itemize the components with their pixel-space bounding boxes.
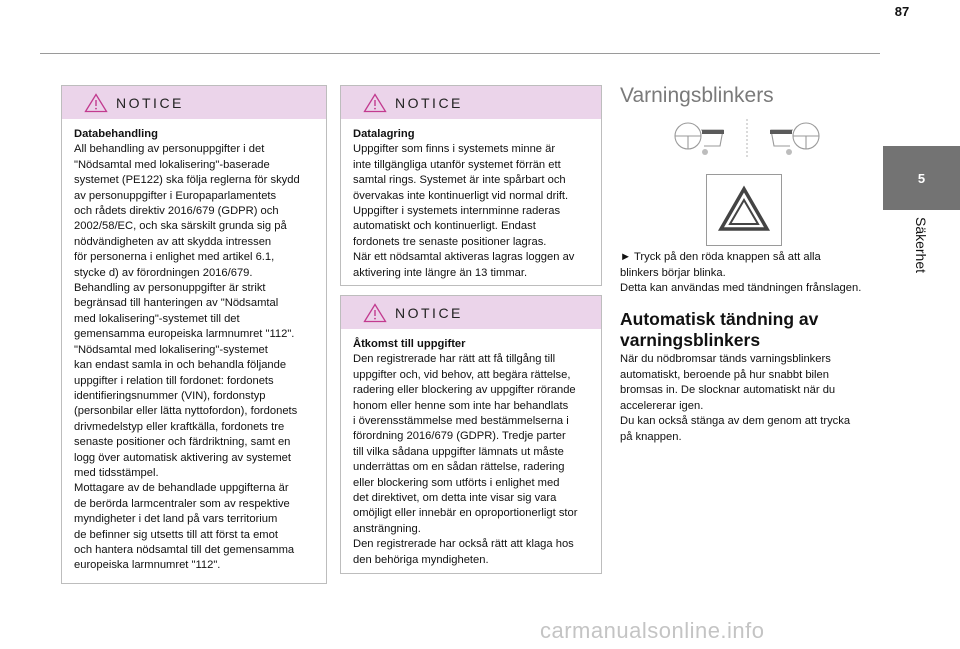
subheading-line: Automatisk tändning av (620, 309, 819, 329)
text-line: förordning 2016/679 (GDPR). Tredje parter (353, 430, 566, 443)
text-line: senaste positioner och färdriktning, samt en (74, 436, 291, 449)
text-line: till vilka sådana uppgifter lämnats ut måste (353, 445, 564, 458)
notice-header (341, 86, 601, 119)
text-line: kan endast samla in och behandla följande (74, 359, 287, 372)
text-line: med tidsstämpel. (74, 466, 159, 479)
text-line: "Nödsamtal med lokalisering"-baserade (74, 158, 270, 171)
text-line: myndigheter i det land på vars territorium (74, 513, 278, 526)
text-line: bromsas in. De slocknar automatiskt när du (620, 384, 836, 397)
text-line: Uppgifter som finns i systemets minne är (353, 143, 556, 156)
notice-data-processing (61, 85, 327, 584)
header-rule (40, 53, 880, 54)
text-line: ► Tryck på den röda knappen så att alla (620, 251, 821, 263)
text-line: Den registrerade har rätt att få tillgång till (353, 353, 556, 366)
section-body (620, 250, 880, 297)
hazard-warning-icon (707, 175, 781, 245)
text-line: radering eller blockering av uppgifter rörande (353, 384, 576, 397)
text-line: det direktivet, om detta inte visar sig vara (353, 492, 557, 505)
text-line: Behandling av personuppgifter är strikt (74, 282, 266, 295)
text-line: europeiska larmnumret "112". (74, 559, 221, 572)
text-line: fordonets tre senaste positioner lagras. (353, 235, 547, 248)
notice-body (341, 119, 601, 281)
text-line: Uppgifter i systemets internminne raderas (353, 205, 561, 218)
notice-title: NOTICE (395, 304, 463, 321)
text-line: "Nödsamtal med lokalisering"-systemet (74, 343, 268, 356)
notice-body (62, 119, 326, 574)
text-line: och rådets direktiv 2016/679 (GDPR) och (74, 205, 279, 218)
text-line: 2002/58/EC, och ska särskilt grunda sig på (74, 220, 287, 233)
warning-triangle-icon (363, 93, 387, 113)
text-line: samtal rings. Systemet är inte spårbart och (353, 174, 566, 187)
text-line: omöjligt eller innebär en oproportionerligt stor (353, 507, 578, 520)
notice-heading: Databehandling (74, 128, 158, 140)
text-line: logg över automatisk aktivering av systemet (74, 451, 292, 464)
text-line: blinkers börjar blinka. (620, 266, 726, 279)
text-line: stycke d) av förordningen 2016/679. (74, 266, 253, 279)
chapter-number: 5 (917, 170, 926, 186)
text-line: på knappen. (620, 430, 682, 443)
text-line: ansträngning. (353, 522, 421, 535)
text-line: underrättas om en sådan rättelse, radering (353, 461, 565, 474)
dashboard-location-illustration (668, 116, 826, 162)
notice-heading: Åtkomst till uppgifter (353, 338, 466, 350)
text-line: accelererar igen. (620, 399, 704, 412)
text-line: uppgifter i relation till fordonet: fordonets (74, 374, 274, 387)
text-line: Detta kan användas med tändningen frånslagen. (620, 282, 862, 295)
page-number: 87 (894, 4, 910, 19)
text-line: Du kan också stänga av dem genom att trycka (620, 415, 851, 428)
notice-heading: Datalagring (353, 128, 415, 140)
text-line: nödvändigheten av att skydda intressen (74, 235, 272, 248)
warning-triangle-icon (363, 303, 387, 323)
text-line: uppgifter och, vid behov, att begära rättelse, (353, 368, 571, 381)
text-line: i överensstämmelse med bestämmelserna i (353, 415, 569, 428)
text-line: de berörda larmcentraler som av respektive (74, 497, 290, 510)
text-line: eller blockering som utförts i enlighet med (353, 476, 560, 489)
section-title: Varningsblinkers (620, 84, 774, 107)
text-line: de befinner sig utsetts till att först ta emot (74, 528, 278, 541)
text-line: gemensamma europeiska larmnumret "112". (74, 328, 295, 341)
text-line: honom eller henne som inte har behandlats (353, 399, 569, 412)
text-line: begränsad till hanteringen av "Nödsamtal (74, 297, 279, 310)
text-line: systemet (PE122) ska följa reglerna för skydd (74, 174, 300, 187)
watermark: carmanualsonline.info (540, 618, 765, 643)
text-line: av personuppgifter i Europaparlamentets (74, 189, 277, 202)
text-line: När ett nödsamtal aktiveras lagras loggen av (353, 251, 575, 264)
text-line: och hantera nödsamtal till det gemensamma (74, 543, 295, 556)
notice-data-access (340, 295, 602, 574)
notice-body (341, 329, 601, 568)
section-subheading (620, 309, 860, 351)
warning-triangle-icon (84, 93, 108, 113)
text-line: automatiskt och kontinuerligt. Endast (353, 220, 536, 233)
notice-data-storage (340, 85, 602, 286)
text-line: Den registrerade har också rätt att klaga hos (353, 538, 574, 551)
hazard-button-illustration (706, 174, 782, 246)
notice-header (62, 86, 326, 119)
text-line: övervakas inte kontinuerligt vid normal drift. (353, 189, 569, 202)
text-line: identifieringsnummer (VIN), fordonstyp (74, 389, 266, 402)
text-line: med lokalisering"-systemet till det (74, 312, 240, 325)
chapter-tab[interactable] (883, 146, 960, 210)
section-body (620, 352, 880, 446)
notice-title: NOTICE (395, 94, 463, 111)
subheading-line: varningsblinkers (620, 330, 761, 350)
text-line: för personerna i enlighet med artikel 6.1, (74, 251, 275, 264)
text-line: aktivering inte längre än 13 timmar. (353, 266, 528, 279)
text-line: När du nödbromsar tänds varningsblinkers (620, 353, 831, 365)
text-line: automatiskt, beroende på hur snabbt bilen (620, 368, 829, 381)
chapter-label: Säkerhet (913, 216, 929, 274)
text-line: (personbilar eller lätta nyttofordon), fordonets (74, 405, 298, 418)
text-line: Mottagare av de behandlade uppgifterna är (74, 482, 289, 495)
notice-header (341, 296, 601, 329)
text-line: All behandling av personuppgifter i det (74, 143, 265, 156)
text-line: den behöriga myndigheten. (353, 553, 489, 566)
text-line: inte tillgängliga utanför systemet förrän ett (353, 158, 561, 171)
notice-title: NOTICE (116, 94, 184, 111)
text-line: drivmedelstyp eller kraftkälla, fordonets tre (74, 420, 285, 433)
